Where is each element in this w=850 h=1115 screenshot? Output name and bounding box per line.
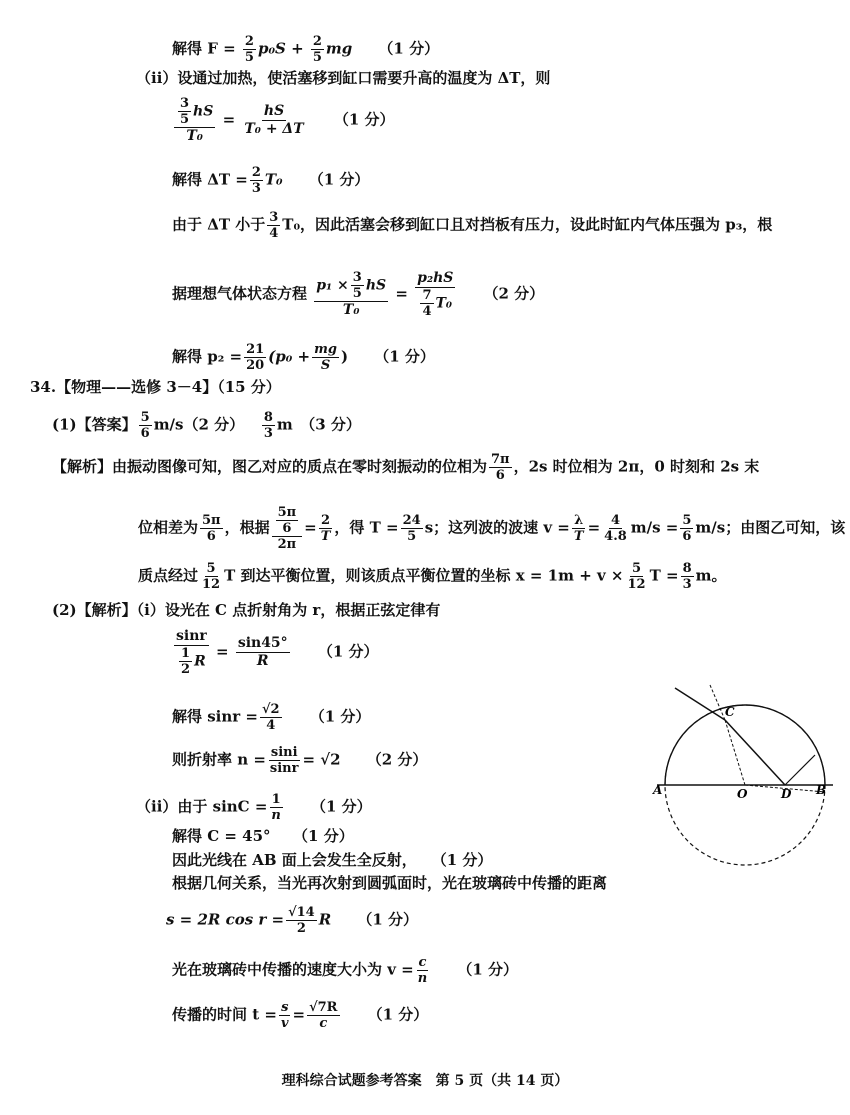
temperature-equation: $\frac{3}{5}$ hS T₀ = $\frac{hS}{\text{T₀ + ΔT}}$ （1 分） xyxy=(172,96,395,145)
result-sinr: 解得 sinr = $\frac{√2}{4}$ （1 分） xyxy=(172,702,371,733)
analysis-1-line3: 质点经过 $\frac{5}{12}$ T 到达平衡位置，则该质点平衡位置的坐标 x = 1m + v × $\frac{5}{12}$ T = $\frac{8}{3}$ m。 xyxy=(138,561,727,592)
incident-ray xyxy=(675,688,725,720)
analysis-1-line1: 【解析】由振动图像可知，图乙对应的质点在零时刻振动的位相为 $\frac{7\pi}{6}$ ，2s 时位相为 2π，0 时刻和 2s 末 xyxy=(52,452,760,483)
part-ii-sinC: （ⅱ）由于 sinC = $\frac{1}{n}$ （1 分） xyxy=(136,792,372,823)
result-delta-T: 解得 ΔT = $\frac{2}{3}$ T₀ （1 分） xyxy=(172,165,370,196)
answer-1: (1)【答案】 $\frac{5}{6}$ m/s（2 分） $\frac{8}{3}$ m （3 分） xyxy=(52,410,361,441)
label-O: O xyxy=(737,787,748,801)
result-p2: 解得 p₂ = $\frac{21}{20}$ (p₀ + $\frac{mg}{S}$ ) （1 分） xyxy=(172,342,435,373)
ideal-gas-equation: 据理想气体状态方程 p₁ × $\frac{3}{5}$ hS T₀ = p₂hS $\frac{7}{4}$ T₀ （2 分） xyxy=(172,270,545,319)
section-34-heading: 34.【物理——选修 3－4】（15 分） xyxy=(30,378,281,396)
geometry-note: 根据几何关系，当光再次射到圆弧面时，光在玻璃砖中传播的距离 xyxy=(172,874,608,892)
semicircle-arc xyxy=(665,705,825,785)
total-reflection-note: 因此光线在 AB 面上会发生全反射， （1 分） xyxy=(172,851,493,869)
pressure-explanation: 由于 ΔT 小于 $\frac{3}{4}$ T₀，因此活塞会移到缸口且对挡板有压力，设此时缸内气体压强为 p₃，根 xyxy=(172,210,773,241)
time-t: 传播的时间 t = $\frac{s}{v}$ = $\frac{√7R}{c}$ （1 分） xyxy=(172,1000,429,1031)
refracted-ray xyxy=(725,720,785,785)
glass-semicircle-diagram xyxy=(655,680,835,900)
refractive-index: 则折射率 n = $\frac{\sin i}{\sin r}$ = √2 （2 分） xyxy=(172,745,428,776)
result-F: 解得 F = $\frac{2}{5}$ p₀S + $\frac{2}{5}$ mg （1 分） xyxy=(172,34,440,65)
result-C: 解得 C = 45° （1 分） xyxy=(172,827,354,845)
label-A: A xyxy=(653,783,663,797)
label-D: D xyxy=(781,787,792,801)
label-B: B xyxy=(816,783,827,797)
analysis-1-line2: 位相差为 $\frac{5\pi}{6}$ ，根据 $\frac{\frac{5\pi}{6}}{2\pi}$ = $\frac{2}{T}$ ，得 T = $\frac{24}{5}$ s；这列波的波速 v = $\frac{\lambda}{T}$ = $\frac{4}{4.8}$ m/s = $\frac{5}{6}$ m/s；由图乙可知，该 xyxy=(138,505,846,552)
sine-law-equation: sinr $\frac{1}{2}$ R = $\frac{\sin 45^\circ}{R}$ （1 分） xyxy=(176,628,379,677)
distance-s: s = 2R cos r = $\frac{√14}{2}$ R （1 分） xyxy=(166,905,418,936)
page-footer: 理科综合试题参考答案 第 5 页（共 14 页） xyxy=(281,1073,569,1089)
speed-v: 光在玻璃砖中传播的速度大小为 v = $\frac{c}{n}$ （1 分） xyxy=(172,955,518,986)
part2-heading: (2)【解析】（ⅰ）设光在 C 点折射角为 r，根据正弦定律有 xyxy=(52,601,441,619)
reflected-ray xyxy=(785,755,815,785)
part-ii-heading: （ⅱ）设通过加热，使活塞移到缸口需要升高的温度为 ΔT，则 xyxy=(136,69,551,87)
label-C: C xyxy=(725,705,735,719)
